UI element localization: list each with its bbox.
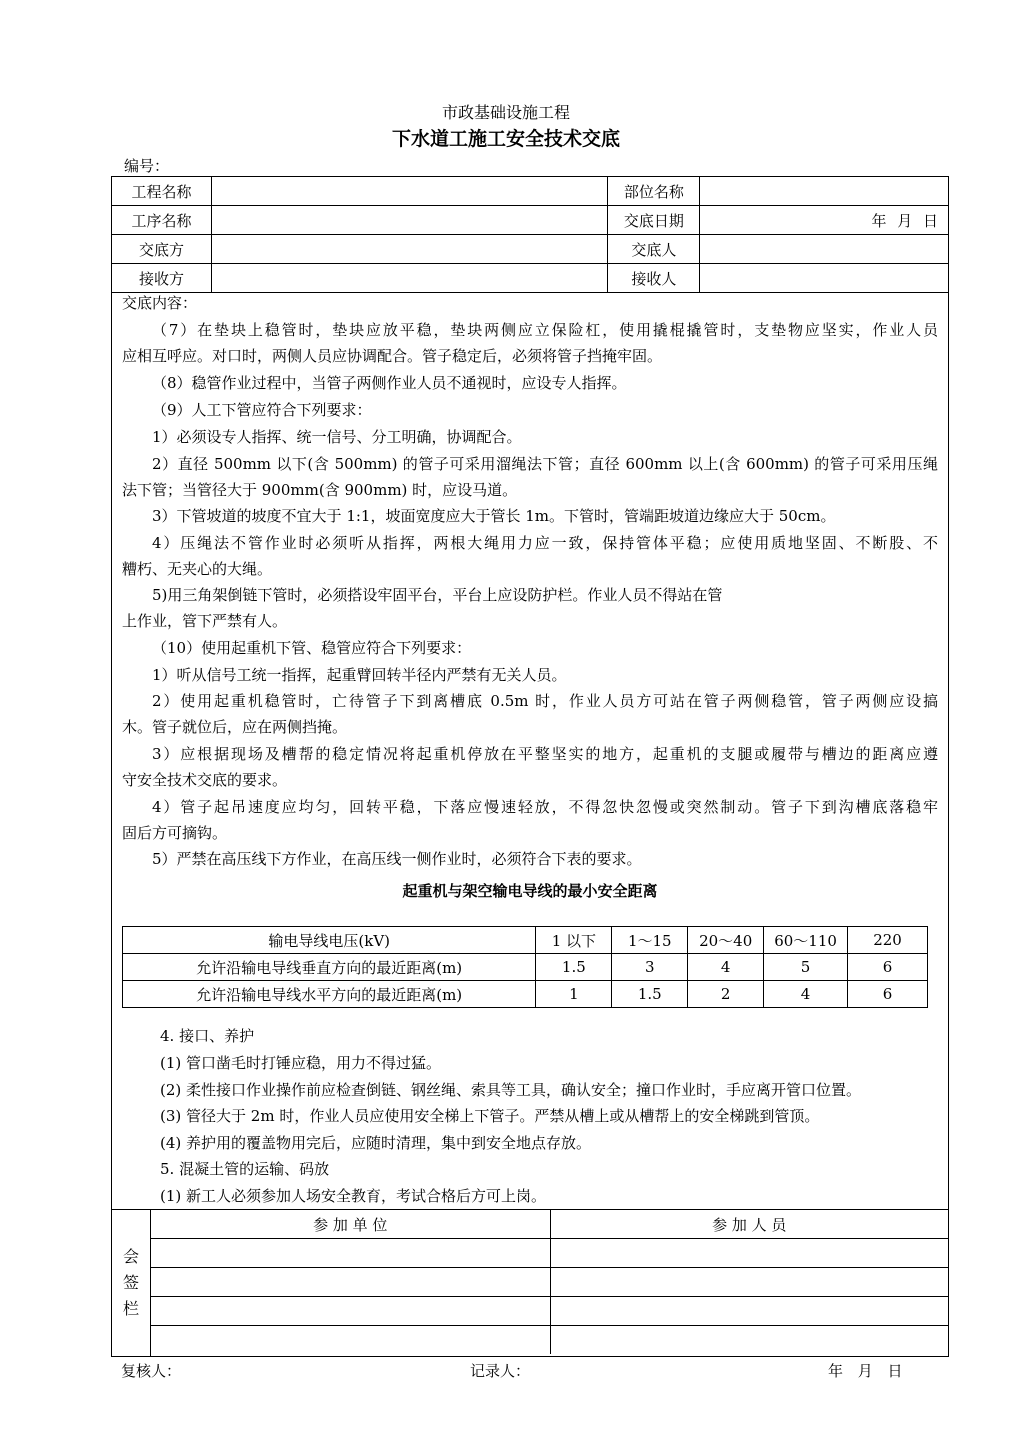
handover-party-label: 交底方 [112,235,212,264]
content-line: 固后方可摘钩。 [122,824,228,842]
content-line: 4）管子起吊速度应均匀，回转平稳，下落应慢速轻放，不得忽快忽慢或突然制动。管子下到沟槽底落稳牢 [152,798,938,816]
content-line: 5）严禁在高压线下方作业，在高压线一侧作业时，必须符合下表的要求。 [152,850,642,868]
table-cell: 1.5 [612,981,688,1008]
table-row [123,981,928,1008]
content-line: 1）听从信号工统一指挥，起重臂回转半径内严禁有无关人员。 [152,666,567,684]
content-line: 5)用三角架倒链下管时，必须搭设牢固平台，平台上应设防护栏。作业人员不得站在管 [152,586,723,604]
document-title: 下水道工施工安全技术交底 [391,128,620,150]
receiver-party-label: 接收方 [112,264,212,293]
signature-column-label [112,1210,151,1356]
participating-unit-header: 参 加 单 位 [151,1210,550,1239]
participating-unit-field[interactable] [151,1326,550,1355]
signature-label-char: 签 [122,1273,139,1292]
reviewer-label: 复核人： [121,1362,182,1380]
table-cell: 2 [688,981,764,1008]
table-cell: 6 [848,954,928,981]
process-name-field[interactable] [211,206,607,235]
table-cell: 4 [688,954,764,981]
footer-date: 年 月 日 [828,1362,903,1380]
content-line: (3) 管径大于 2m 时，作业人员应使用安全梯上下管子。严禁从槽上或从槽帮上的安全梯跳到管顶。 [160,1107,820,1125]
content-heading: 交底内容： [122,294,198,312]
content-line: 3）下管坡道的坡度不宜大于 1:1，坡面宽度应大于管长 1m。下管时，管端距坡道边缘应大于 50cm。 [152,507,836,525]
content-line: 上作业，管下严禁有人。 [122,612,288,630]
table-row [151,1326,948,1355]
table-header-cell: 20～40 [688,927,764,954]
signature-table [151,1210,948,1354]
signature-label-char: 会 [122,1247,139,1266]
header-row-process [112,206,949,235]
process-name-label: 工序名称 [112,206,212,235]
content-line: 5. 混凝土管的运输、码放 [160,1160,330,1178]
table-cell: 3 [612,954,688,981]
content-line: 法下管；当管径大于 900mm(含 900mm) 时，应设马道。 [122,481,518,499]
content-line: 1）必须设专人指挥、统一信号、分工明确，协调配合。 [152,428,522,446]
handover-date-field[interactable]: 年 月 日 [700,206,949,235]
content-line: 糟朽、无夹心的大绳。 [122,560,273,578]
signature-section [111,1209,949,1357]
serial-number-label: 编号： [124,157,170,175]
header-info-table [111,176,949,293]
table-row [151,1239,948,1268]
handover-person-label: 交底人 [608,235,700,264]
receiver-person-field[interactable] [700,264,949,293]
handover-date-label: 交底日期 [608,206,700,235]
participating-person-field[interactable] [550,1268,948,1297]
distance-table-title: 起重机与架空输电导线的最小安全距离 [402,882,658,900]
table-cell: 6 [848,981,928,1008]
participating-unit-field[interactable] [151,1268,550,1297]
table-header-cell: 60～110 [764,927,848,954]
content-line: 应相互呼应。对口时，两侧人员应协调配合。管子稳定后，必须将管子挡掩牢固。 [122,347,663,365]
content-line: （9）人工下管应符合下列要求： [152,401,372,419]
table-header-cell: 输电导线电压(kV) [123,927,536,954]
content-line: (2) 柔性接口作业操作前应检查倒链、钢丝绳、索具等工具，确认安全；撞口作业时，手应离开管口位置。 [160,1081,862,1099]
content-line: （10）使用起重机下管、稳管应符合下列要求： [152,639,472,657]
table-cell: 4 [764,981,848,1008]
participating-unit-field[interactable] [151,1297,550,1326]
project-name-field[interactable] [211,177,607,206]
handover-person-field[interactable] [700,235,949,264]
content-line: （8）稳管作业过程中，当管子两侧作业人员不通视时，应设专人指挥。 [152,374,627,392]
table-row [151,1297,948,1326]
table-cell: 1.5 [536,954,612,981]
participating-person-header: 参 加 人 员 [550,1210,948,1239]
content-line: 3）应根据现场及槽帮的稳定情况将起重机停放在平整坚实的地方，起重机的支腿或履带与槽边的距离应遵 [152,745,938,763]
part-name-label: 部位名称 [608,177,700,206]
header-row-handover [112,235,949,264]
table-cell: 允许沿输电导线垂直方向的最近距离(m) [123,954,536,981]
handover-party-field[interactable] [211,235,607,264]
table-cell: 5 [764,954,848,981]
receiver-person-label: 接收人 [608,264,700,293]
participating-person-field[interactable] [550,1326,948,1355]
table-row [151,1268,948,1297]
table-cell: 允许沿输电导线水平方向的最近距离(m) [123,981,536,1008]
content-line: 2）直径 500mm 以下(含 500mm) 的管子可采用溜绳法下管；直径 600mm 以上(含 600mm) 的管子可采用压绳 [152,455,938,473]
table-row [151,1210,948,1239]
participating-unit-field[interactable] [151,1239,550,1268]
table-row [123,927,928,954]
table-cell: 1 [536,981,612,1008]
header-row-receiver [112,264,949,293]
document-subtitle: 市政基础设施工程 [441,103,570,122]
table-header-cell: 1 以下 [536,927,612,954]
content-line: （7）在垫块上稳管时，垫块应放平稳，垫块两侧应立保险杠，使用撬棍撬管时，支垫物应坚实，作业人员 [152,321,938,339]
table-header-cell: 1～15 [612,927,688,954]
content-line: (1) 新工人必须参加人场安全教育，考试合格后方可上岗。 [160,1187,547,1205]
project-name-label: 工程名称 [112,177,212,206]
content-line: 4. 接口、养护 [160,1027,255,1045]
part-name-field[interactable] [700,177,949,206]
signature-label-char: 栏 [122,1299,139,1318]
content-line: 木。管子就位后，应在两侧挡掩。 [122,718,348,736]
safety-distance-table [122,926,928,1008]
content-line: (1) 管口凿毛时打锤应稳，用力不得过猛。 [160,1054,442,1072]
content-line: (4) 养护用的覆盖物用完后，应随时清理，集中到安全地点存放。 [160,1134,592,1152]
header-row-project [112,177,949,206]
table-header-cell: 220 [848,927,928,954]
table-row [123,954,928,981]
participating-person-field[interactable] [550,1297,948,1326]
content-line: 守安全技术交底的要求。 [122,771,288,789]
recorder-label: 记录人： [470,1362,531,1380]
content-line: 2）使用起重机稳管时，亡待管子下到离槽底 0.5m 时，作业人员方可站在管子两侧稳管，管子两侧应设搞 [152,692,938,710]
content-line: 4）压绳法不管作业时必须听从指挥，两根大绳用力应一致，保持管体平稳；应使用质地坚固、不断股、不 [152,534,938,552]
content-section [111,290,949,1210]
participating-person-field[interactable] [550,1239,948,1268]
receiver-party-field[interactable] [211,264,607,293]
